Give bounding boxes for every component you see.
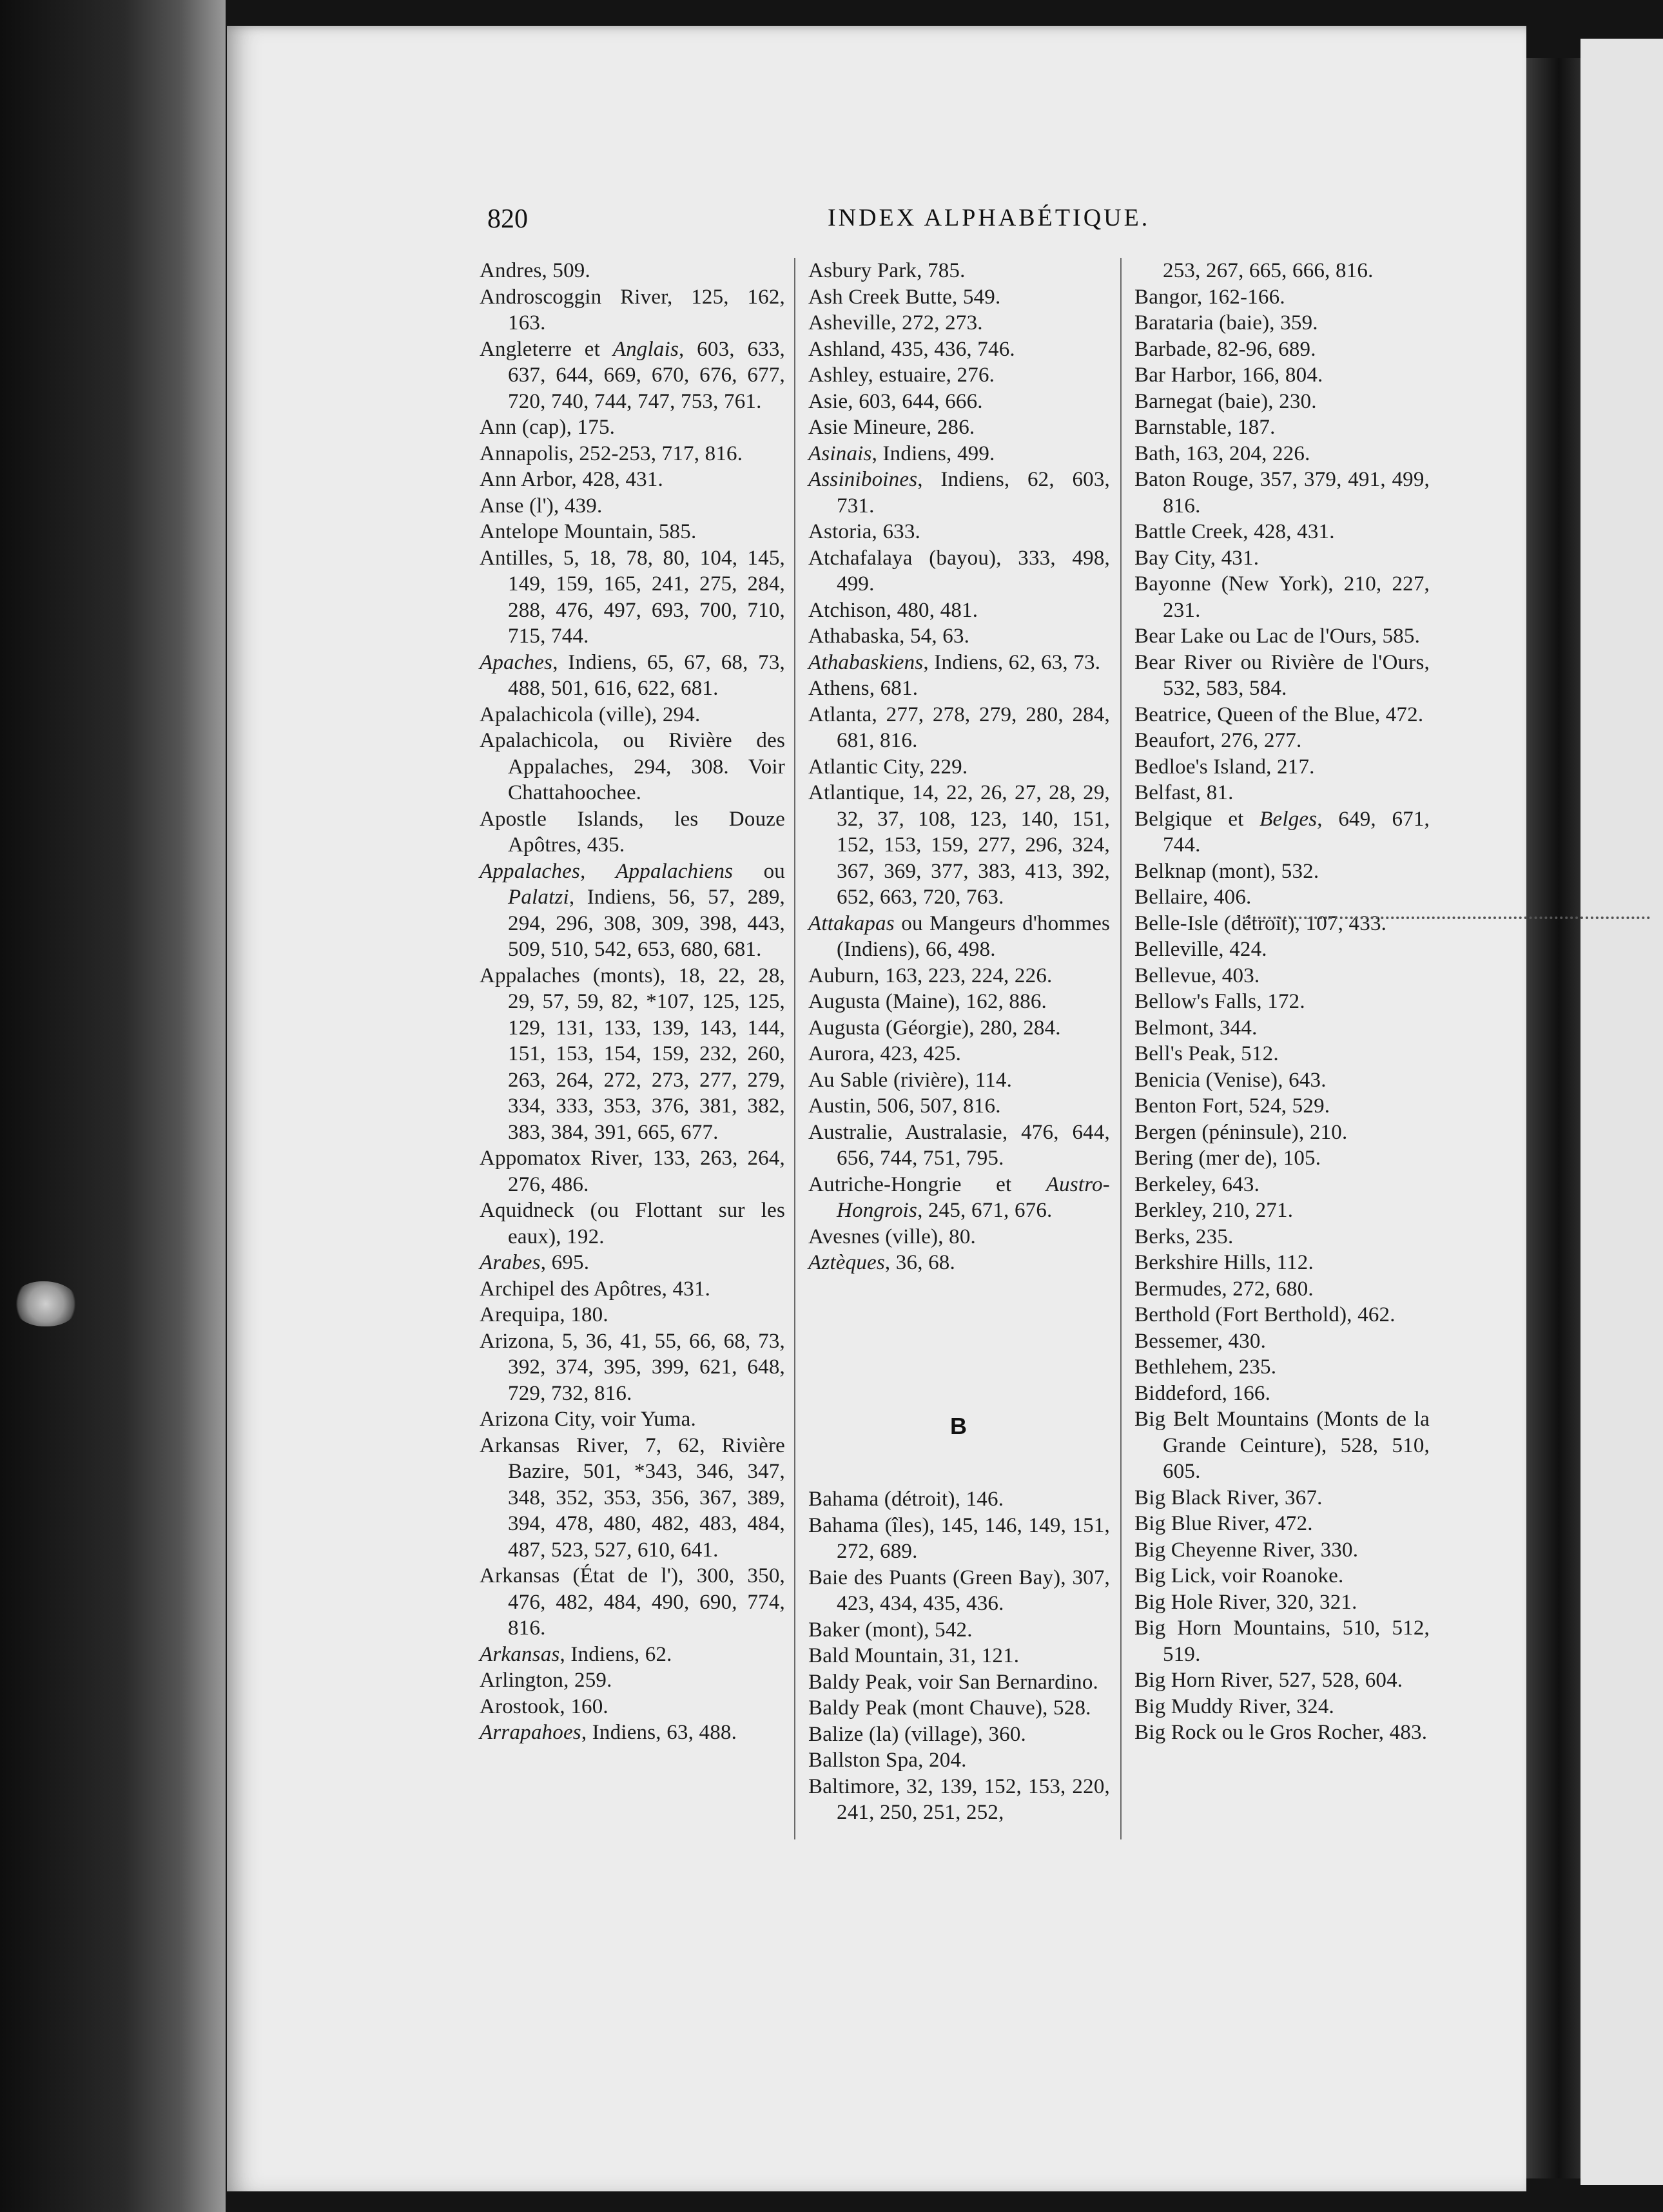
index-entry: Belmont, 344. — [1134, 1016, 1258, 1040]
index-entry: Annapolis, 252-253, 717, 816. — [480, 441, 743, 465]
index-entry: Atlanta, 277, 278, 279, 280, 284, 681, 816. — [808, 703, 1110, 752]
index-entry: Big Horn River, 527, 528, 604. — [1134, 1669, 1403, 1692]
index-entry: Asbury Park, 785. — [808, 259, 966, 282]
index-entry: Atlantic City, 229. — [808, 755, 968, 779]
index-column-2 — [808, 258, 1110, 1276]
index-entry: Big Hole River, 320, 321. — [1134, 1590, 1357, 1614]
index-entry: Ann (cap), 175. — [480, 416, 616, 439]
index-entry: Antelope Mountain, 585. — [480, 520, 697, 543]
index-entry: Asie, 603, 644, 666. — [808, 389, 983, 413]
index-entry: Apaches, Indiens, 65, 67, 68, 73, 488, 501, 616, 622, 681. — [480, 650, 785, 700]
index-entry: Androscoggin River, 125, 162, 163. — [480, 285, 785, 335]
index-entry: Athens, 681. — [808, 677, 919, 700]
index-entry: Atlantique, 14, 22, 26, 27, 28, 29, 32, 37, 108, 123, 140, 151, 152, 153, 159, 277, 296, 324, 367, 369, 377, 383, 413, 392, 652, 663, 720, 763. — [808, 781, 1110, 909]
index-entry: Austin, 506, 507, 816. — [808, 1094, 1001, 1118]
index-entry: Barnegat (baie), 230. — [1134, 389, 1317, 413]
index-entry: Augusta (Maine), 162, 886. — [808, 990, 1047, 1013]
index-entry: Baton Rouge, 357, 379, 491, 499, 816. — [1134, 468, 1430, 518]
scan-smudge — [13, 1281, 79, 1326]
index-entry: Bar Harbor, 166, 804. — [1134, 364, 1323, 387]
index-entry: Bear River ou Rivière de l'Ours, 532, 583, 584. — [1134, 650, 1430, 700]
book-edge — [0, 0, 226, 2212]
index-entry: Astoria, 633. — [808, 520, 920, 543]
index-entry: Autriche-Hongrie et Austro-Hongrois, 245, 671, 676. — [808, 1172, 1110, 1222]
facing-page-edge — [1580, 39, 1663, 2185]
index-entry: Arrapahoes, Indiens, 63, 488. — [480, 1721, 737, 1744]
index-entry: Baldy Peak, voir San Bernardino. — [808, 1670, 1098, 1694]
index-entry: Arkansas (État de l'), 300, 350, 476, 482, 484, 490, 690, 774, 816. — [480, 1564, 785, 1640]
index-entry: Berkshire Hills, 112. — [1134, 1251, 1314, 1274]
index-entry: Baie des Puants (Green Bay), 307, 423, 434, 435, 436. — [808, 1566, 1110, 1615]
index-entry: Antilles, 5, 18, 78, 80, 104, 145, 149, 159, 165, 241, 275, 284, 288, 476, 497, 693, 700, 710, 715, 744. — [480, 546, 785, 648]
index-entry: Asie Mineure, 286. — [808, 416, 975, 439]
index-entry: Bayonne (New York), 210, 227, 231. — [1134, 572, 1430, 622]
index-entry: Appalaches, Appalachiens ou Palatzi, Indiens, 56, 57, 289, 294, 296, 308, 309, 398, 443, 509, 510, 542, 653, 680, 681. — [480, 859, 785, 961]
index-entry: Beatrice, Queen of the Blue, 472. — [1134, 703, 1424, 726]
index-entry: Bethlehem, 235. — [1134, 1355, 1277, 1379]
index-entry: Berks, 235. — [1134, 1225, 1234, 1248]
index-entry: Berthold (Fort Berthold), 462. — [1134, 1303, 1396, 1326]
index-entry: Belfast, 81. — [1134, 781, 1234, 804]
index-entry: Bahama (îles), 145, 146, 149, 151, 272, 689. — [808, 1513, 1110, 1563]
index-entry: Barataria (baie), 359. — [1134, 311, 1318, 335]
index-entry: Ashley, estuaire, 276. — [808, 364, 995, 387]
book-gutter — [1526, 58, 1580, 2178]
index-entry: Appomatox River, 133, 263, 264, 276, 486. — [480, 1147, 785, 1196]
index-entry: Bermudes, 272, 680. — [1134, 1277, 1314, 1301]
index-entry: Baltimore, 32, 139, 152, 153, 220, 241, 250, 251, 252, — [808, 1774, 1110, 1824]
index-entry: Aurora, 423, 425. — [808, 1042, 962, 1065]
index-entry: Big Cheyenne River, 330. — [1134, 1538, 1359, 1562]
column-rule-2 — [1120, 258, 1122, 1839]
index-entry: Bellevue, 403. — [1134, 964, 1260, 987]
index-entry: Australie, Australasie, 476, 644, 656, 744, 751, 795. — [808, 1120, 1110, 1170]
index-entry: Archipel des Apôtres, 431. — [480, 1277, 711, 1301]
index-entry: Avesnes (ville), 80. — [808, 1225, 976, 1248]
index-column-1 — [480, 258, 785, 1746]
index-entry: Belle-Isle (détroit), 107, 433. — [1134, 911, 1387, 935]
index-entry: Bay City, 431. — [1134, 546, 1259, 570]
index-entry: Bell's Peak, 512. — [1134, 1042, 1279, 1065]
index-entry: Big Horn Mountains, 510, 512, 519. — [1134, 1616, 1430, 1666]
index-entry: Appalaches (monts), 18, 22, 28, 29, 57, 59, 82, *107, 125, 125, 129, 131, 133, 139, 143, 144, 151, 153, 154, 159, 232, 260, 263, 264, 272, 273, 277, 279, 334, 333, 353, 376, 381, 382, 383, 384, 391, 665, 677. — [480, 964, 785, 1144]
index-entry: Bergen (péninsule), 210. — [1134, 1120, 1348, 1144]
index-entry: Athabaskiens, Indiens, 62, 63, 73. — [808, 650, 1101, 674]
index-entry: Bering (mer de), 105. — [1134, 1147, 1321, 1170]
index-entry: Arizona, 5, 36, 41, 55, 66, 68, 73, 392, 374, 395, 399, 621, 648, 729, 732, 816. — [480, 1329, 785, 1405]
index-entry: Ashland, 435, 436, 746. — [808, 337, 1015, 361]
index-entry: Belgique et Belges, 649, 671, 744. — [1134, 807, 1430, 857]
index-entry: Big Blue River, 472. — [1134, 1512, 1313, 1535]
index-entry: Bedloe's Island, 217. — [1134, 755, 1315, 779]
index-entry: Big Lick, voir Roanoke. — [1134, 1564, 1344, 1587]
index-entry: Attakapas ou Mangeurs d'hommes (Indiens), 66, 498. — [808, 911, 1110, 961]
index-entry: Berkeley, 643. — [1134, 1172, 1260, 1196]
section-letter: B — [950, 1413, 967, 1439]
index-entry: Big Muddy River, 324. — [1134, 1694, 1334, 1718]
index-entry: Benicia (Venise), 643. — [1134, 1068, 1327, 1092]
index-entry: Balize (la) (village), 360. — [808, 1722, 1027, 1746]
index-entry: Bellow's Falls, 172. — [1134, 990, 1305, 1013]
index-entry: Bangor, 162-166. — [1134, 285, 1285, 309]
index-entry: Ash Creek Butte, 549. — [808, 285, 1001, 309]
index-entry: Berkley, 210, 271. — [1134, 1199, 1294, 1222]
index-entry: Bald Mountain, 31, 121. — [808, 1644, 1020, 1667]
index-entry: Biddeford, 166. — [1134, 1381, 1271, 1405]
index-entry: Bellaire, 406. — [1134, 886, 1252, 909]
index-column-2-section-b — [808, 1486, 1110, 1826]
index-entry: Apostle Islands, les Douze Apôtres, 435. — [480, 807, 785, 857]
column-rule-1 — [794, 258, 795, 1839]
index-entry: Bath, 163, 204, 226. — [1134, 441, 1310, 465]
index-entry: Bear Lake ou Lac de l'Ours, 585. — [1134, 625, 1421, 648]
index-entry: Arabes, 695. — [480, 1251, 590, 1274]
index-entry: Asheville, 272, 273. — [808, 311, 983, 335]
index-entry: Assiniboines, Indiens, 62, 603, 731. — [808, 468, 1110, 518]
index-entry: Apalachicola (ville), 294. — [480, 703, 701, 726]
scan-dotted-line — [1238, 917, 1650, 919]
page-heading: INDEX ALPHABÉTIQUE. — [828, 204, 1151, 231]
index-entry: Bessemer, 430. — [1134, 1329, 1267, 1353]
index-entry: Battle Creek, 428, 431. — [1134, 520, 1335, 543]
index-entry: Aztèques, 36, 68. — [808, 1251, 955, 1274]
index-column-3 — [1134, 258, 1430, 1746]
index-entry: Augusta (Géorgie), 280, 284. — [808, 1016, 1061, 1040]
index-entry: Benton Fort, 524, 529. — [1134, 1094, 1330, 1118]
index-entry: Aquidneck (ou Flottant sur les eaux), 192. — [480, 1199, 785, 1248]
index-entry: Barnstable, 187. — [1134, 416, 1276, 439]
index-entry: Atchison, 480, 481. — [808, 598, 978, 622]
index-entry: Big Belt Mountains (Monts de la Grande Ceinture), 528, 510, 605. — [1134, 1408, 1430, 1483]
index-entry: Big Rock ou le Gros Rocher, 483. — [1134, 1721, 1428, 1744]
index-entry: Anse (l'), 439. — [480, 494, 603, 518]
index-entry: Beaufort, 276, 277. — [1134, 729, 1302, 752]
index-entry: Baker (mont), 542. — [808, 1618, 973, 1642]
index-entry: Arkansas, Indiens, 62. — [480, 1642, 672, 1666]
index-entry: Arlington, 259. — [480, 1669, 612, 1692]
index-entry: Arequipa, 180. — [480, 1303, 608, 1326]
index-entry: Asinais, Indiens, 499. — [808, 441, 995, 465]
index-entry: Apalachicola, ou Rivière des Appalaches, 294, 308. Voir Chattahoochee. — [480, 729, 785, 804]
index-entry: Ballston Spa, 204. — [808, 1749, 967, 1772]
index-entry: Arostook, 160. — [480, 1694, 608, 1718]
index-entry: Auburn, 163, 223, 224, 226. — [808, 964, 1053, 987]
index-entry: Big Black River, 367. — [1134, 1486, 1323, 1509]
index-entry: Belleville, 424. — [1134, 938, 1267, 961]
index-entry: Belknap (mont), 532. — [1134, 859, 1319, 883]
index-entry: Barbade, 82-96, 689. — [1134, 337, 1316, 361]
index-entry: 253, 267, 665, 666, 816. — [1163, 259, 1374, 282]
index-entry: Arkansas River, 7, 62, Rivière Bazire, 501, *343, 346, 347, 348, 352, 353, 356, 367, 389, 394, 478, 480, 482, 483, 484, 487, 523, 527, 610, 641. — [480, 1433, 785, 1562]
index-entry: Andres, 509. — [480, 259, 590, 282]
index-entry: Arizona City, voir Yuma. — [480, 1408, 696, 1431]
index-entry: Angleterre et Anglais, 603, 633, 637, 644, 669, 670, 676, 677, 720, 740, 744, 747, 753, 761. — [480, 337, 785, 413]
index-entry: Atchafalaya (bayou), 333, 498, 499. — [808, 546, 1110, 596]
index-entry: Athabaska, 54, 63. — [808, 625, 970, 648]
index-entry: Bahama (détroit), 146. — [808, 1488, 1004, 1511]
index-entry: Au Sable (rivière), 114. — [808, 1068, 1013, 1092]
index-entry: Baldy Peak (mont Chauve), 528. — [808, 1696, 1091, 1720]
index-entry: Ann Arbor, 428, 431. — [480, 468, 663, 491]
page-number: 820 — [487, 204, 528, 234]
